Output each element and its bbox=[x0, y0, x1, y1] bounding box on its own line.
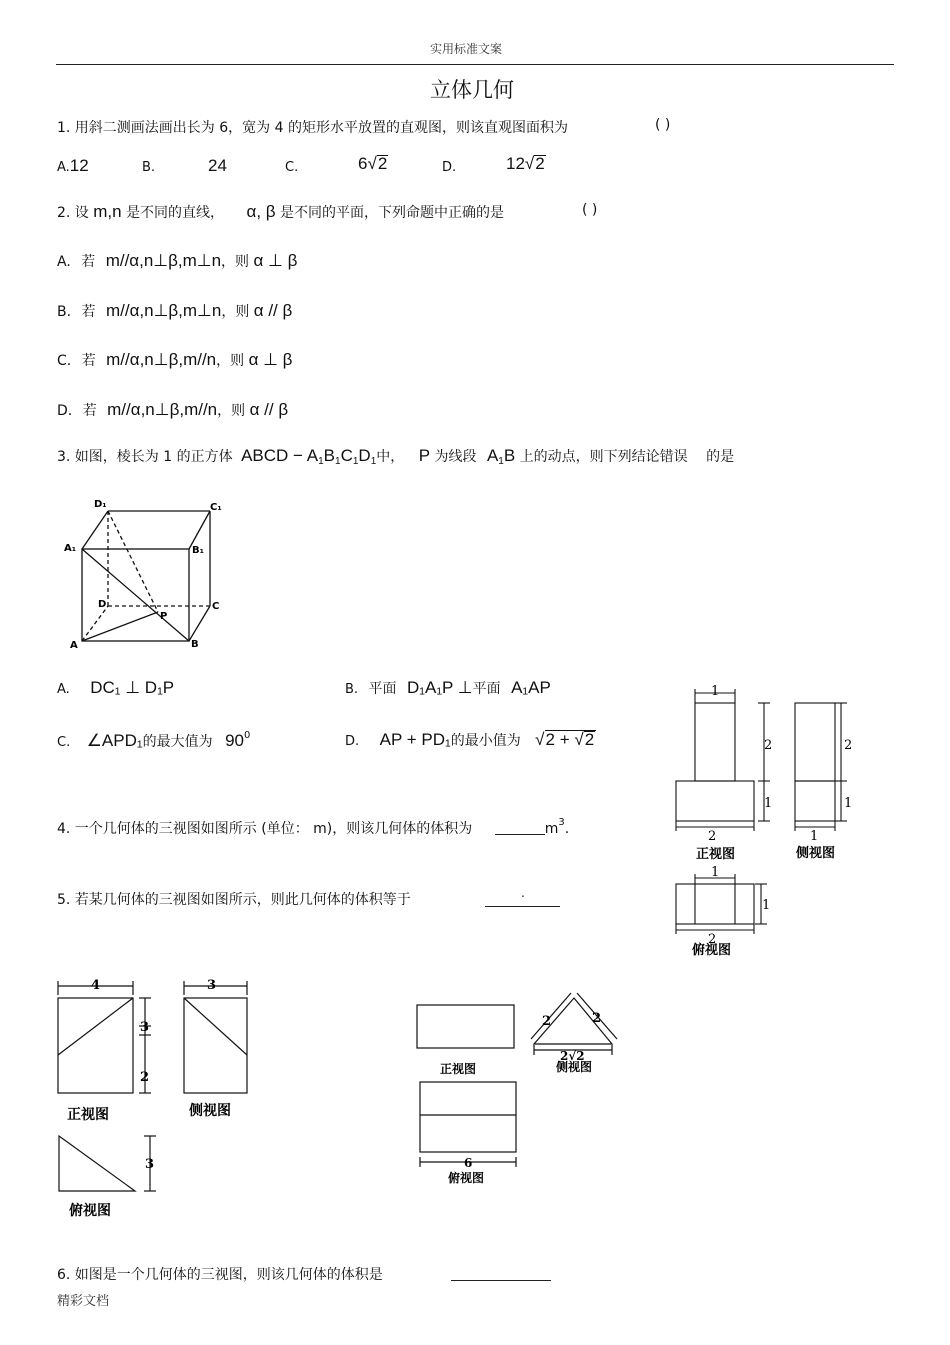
q6-three-view-figure bbox=[412, 985, 642, 1195]
sqrt-icon: √ bbox=[535, 730, 545, 749]
q3-option-b bbox=[345, 678, 551, 698]
q5-dim-h3: 3 bbox=[140, 1020, 150, 1035]
q4-stem bbox=[57, 817, 569, 838]
q2-option-b-ze: ，则 bbox=[221, 304, 250, 320]
page-header: 实用标准文案 bbox=[430, 42, 503, 56]
q4-dim-top-w: 1 bbox=[711, 865, 720, 880]
q1-option-d-value bbox=[506, 154, 546, 174]
q2-option-d-ze: ，则 bbox=[217, 403, 246, 419]
q3-option-a-letter: A. bbox=[57, 682, 70, 697]
header-rule bbox=[56, 64, 894, 65]
q3-seg: $A_1B$ bbox=[486, 446, 516, 467]
q2-num: 2. 设 bbox=[57, 205, 89, 221]
q2-stem bbox=[57, 202, 504, 222]
q1-option-c-letter: C. bbox=[285, 160, 299, 175]
q4-dim-side-w: 1 bbox=[810, 829, 819, 844]
q3-option-b-mid: D₁A₁P ⊥ bbox=[406, 678, 473, 697]
q4-stem-text: 4. 一个几何体的三视图如图所示 (单位： m)，则该几何体的体积为 bbox=[57, 821, 473, 837]
cube-label-b: B bbox=[191, 639, 199, 650]
q3-option-d-mid: 的最小值为 bbox=[450, 733, 521, 749]
q3-option-b-pre: 平面 bbox=[368, 681, 397, 697]
q6-stem bbox=[57, 1264, 383, 1284]
q3-zhong: 中， bbox=[376, 449, 405, 465]
q6-dim-len: 6 bbox=[464, 1156, 473, 1170]
q4-end: . bbox=[564, 821, 570, 837]
q2-option-a-ze: ，则 bbox=[221, 254, 250, 270]
q5-answer-blank[interactable] bbox=[485, 886, 560, 907]
q5-three-view-figure bbox=[55, 975, 315, 1225]
q3-option-b-tail: A₁AP bbox=[511, 678, 551, 697]
q3-option-a bbox=[57, 678, 174, 698]
q4-front-label: 正视图 bbox=[696, 847, 736, 862]
q6-dim-base: 2√2 bbox=[560, 1049, 585, 1063]
sqrt-icon: √ bbox=[367, 154, 377, 173]
q5-front-label: 正视图 bbox=[67, 1107, 109, 1123]
q6-answer-blank[interactable] bbox=[451, 1264, 551, 1281]
q1-option-c-value bbox=[358, 154, 388, 174]
q3-cube-name: ABCD − A bbox=[241, 446, 319, 465]
q3-option-c bbox=[57, 730, 250, 751]
q2-option-c-letter: C. bbox=[57, 353, 72, 369]
q2-option-b-cond: m//α,n⊥β,m⊥n bbox=[105, 301, 222, 320]
q2-option-a-res: α ⊥ β bbox=[253, 251, 298, 270]
page-footer: 精彩文档 bbox=[57, 1294, 110, 1309]
q2-option-a-cond: m//α,n⊥β,m⊥n bbox=[105, 251, 222, 270]
q2-mid: 是不同的直线， bbox=[126, 205, 225, 221]
q4-side-label: 侧视图 bbox=[796, 846, 836, 861]
q6-dim-s2: 2 bbox=[592, 1011, 602, 1026]
q3-de: 的是 bbox=[706, 449, 735, 465]
q1-option-d-coef: 12 bbox=[506, 154, 525, 173]
q4-top-label: 俯视图 bbox=[692, 943, 732, 958]
cube-label-d1: D₁ bbox=[94, 499, 107, 510]
q3-option-c-mid: 的最大值为 bbox=[142, 734, 213, 750]
q3-option-c-sup: 0 bbox=[243, 730, 251, 741]
q2-option-d-cond: m//α,n⊥β,m//n bbox=[107, 400, 218, 419]
q4-dim-side-h2: 2 bbox=[844, 738, 853, 753]
cube-label-a: A bbox=[70, 640, 78, 651]
q1-option-b bbox=[142, 156, 155, 175]
q2-option-b-ruo: 若 bbox=[81, 304, 96, 320]
q5-top-label: 俯视图 bbox=[69, 1203, 111, 1219]
cube-label-c1: C₁ bbox=[210, 502, 222, 513]
q3-option-a-text: DC₁ ⊥ D₁P bbox=[90, 678, 175, 697]
q4-three-view-figure bbox=[668, 684, 908, 958]
q1-option-a-value: 12 bbox=[69, 156, 89, 175]
q3-option-c-text: ∠APD₁ bbox=[86, 731, 143, 750]
q5-stem bbox=[57, 889, 411, 909]
q2-option-c-ze: ，则 bbox=[216, 353, 245, 369]
q1-option-d-root: 2 bbox=[535, 154, 545, 173]
q1-option-a-letter: A. bbox=[57, 160, 70, 175]
q3-option-d-text: AP + PD₁ bbox=[379, 730, 451, 749]
q3-option-c-val: 90 bbox=[225, 731, 244, 750]
q2-option-d-letter: D. bbox=[57, 403, 73, 419]
q2-option-d-ruo: 若 bbox=[82, 403, 97, 419]
q2-option-c-ruo: 若 bbox=[81, 353, 96, 369]
q3-seg-a: A bbox=[486, 446, 499, 465]
q5-dim-w3: 3 bbox=[207, 978, 217, 993]
cube-label-a1: A₁ bbox=[64, 543, 77, 554]
q1-option-a bbox=[57, 156, 89, 176]
q3-option-d-val bbox=[535, 730, 596, 749]
q2-option-c-res: α ⊥ β bbox=[248, 350, 293, 369]
sqrt-icon: √ bbox=[574, 730, 584, 749]
q3-cube: ABCD − $A_1B_1C_1D_1$ bbox=[241, 446, 377, 467]
q3-option-b-letter: B. bbox=[345, 682, 359, 697]
q1-stem-text: 1. 用斜二测画法画出长为 6，宽为 4 的矩形水平放置的直观图，则该直观图面积为 bbox=[57, 120, 568, 136]
cube-figure bbox=[60, 495, 230, 655]
q4-dim-h1: 1 bbox=[764, 796, 773, 811]
q1-option-d bbox=[442, 156, 456, 175]
q3-stem bbox=[57, 446, 734, 467]
q1-option-b-value: 24 bbox=[208, 156, 227, 175]
q3-num: 3. 如图，棱长为 1 的正方体 bbox=[57, 449, 233, 465]
q4-dim-h2: 2 bbox=[764, 738, 773, 753]
q3-option-d-root: 2 bbox=[584, 730, 595, 749]
q4-unit: m bbox=[544, 821, 559, 837]
q1-option-c-coef: 6 bbox=[358, 154, 368, 173]
q6-side-label: 侧视图 bbox=[556, 1060, 593, 1074]
q6-top-label: 俯视图 bbox=[448, 1171, 485, 1185]
q2-paren: ( ) bbox=[582, 202, 598, 218]
q5-dim-w4: 4 bbox=[91, 978, 101, 993]
q2-option-a-ruo: 若 bbox=[81, 254, 96, 270]
q3-seg-b: B bbox=[503, 446, 516, 465]
q1-option-c bbox=[285, 156, 298, 175]
q3-seg-pre: 为线段 bbox=[434, 449, 477, 465]
q2-mn: m,n bbox=[93, 202, 122, 221]
q4-dim-top-h: 1 bbox=[762, 898, 771, 913]
q6-stem-text: 6. 如图是一个几何体的三视图，则该几何体的体积是 bbox=[57, 1267, 383, 1283]
cube-label-d: D bbox=[98, 599, 107, 610]
q5-dim-h2: 2 bbox=[140, 1070, 150, 1085]
q2-option-d bbox=[57, 400, 288, 420]
q5-dim-top-h3: 3 bbox=[145, 1157, 155, 1172]
q2-option-b-res: α // β bbox=[253, 301, 293, 320]
q6-front-label: 正视图 bbox=[440, 1062, 477, 1076]
q6-dim-s1: 2 bbox=[542, 1014, 552, 1029]
q2-option-a-letter: A. bbox=[57, 254, 71, 270]
q1-paren: ( ) bbox=[655, 117, 671, 133]
q4-dim-side-h1: 1 bbox=[844, 796, 853, 811]
q2-option-d-res: α // β bbox=[249, 400, 289, 419]
q5-stem-text: 5. 若某几何体的三视图如图所示，则此几何体的体积等于 bbox=[57, 892, 411, 908]
q2-option-c bbox=[57, 350, 292, 370]
q2-option-c-cond: m//α,n⊥β,m//n bbox=[106, 350, 217, 369]
q2-option-b-letter: B. bbox=[57, 304, 72, 320]
q5-dot: . bbox=[521, 886, 525, 900]
q4-dim-top-w2: 2 bbox=[708, 932, 717, 947]
q4-answer-blank[interactable] bbox=[495, 820, 545, 835]
q5-side-label: 侧视图 bbox=[189, 1103, 231, 1119]
cube-label-b1: B₁ bbox=[192, 545, 205, 556]
q1-stem bbox=[57, 117, 568, 137]
q2-option-a bbox=[57, 251, 297, 271]
q1-option-c-root: 2 bbox=[377, 154, 388, 173]
q4-unit-sup: 3 bbox=[558, 817, 565, 828]
page-title: 立体几何 bbox=[430, 78, 514, 102]
q3-option-c-letter: C. bbox=[57, 735, 71, 750]
cube-label-p: P bbox=[160, 611, 168, 622]
q4-dim-w1: 1 bbox=[711, 684, 720, 699]
q2-ab: α, β bbox=[246, 202, 276, 221]
q3-option-d-val-inner: 2 + bbox=[545, 730, 575, 749]
q1-option-d-letter: D. bbox=[442, 160, 457, 175]
q3-option-b-pre2: 平面 bbox=[472, 681, 501, 697]
q3-option-d-letter: D. bbox=[345, 734, 360, 749]
q3-p: P bbox=[418, 446, 431, 465]
q4-dim-w2: 2 bbox=[708, 829, 717, 844]
cube-label-c: C bbox=[212, 601, 220, 612]
q2-tail: 是不同的平面，下列命题中正确的是 bbox=[280, 205, 505, 221]
sqrt-icon: √ bbox=[524, 154, 535, 173]
q3-tail: 上的动点，则下列结论错误 bbox=[519, 449, 688, 465]
q2-option-b bbox=[57, 301, 292, 321]
q3-option-d bbox=[345, 730, 596, 750]
q1-option-b-letter: B. bbox=[142, 160, 156, 175]
